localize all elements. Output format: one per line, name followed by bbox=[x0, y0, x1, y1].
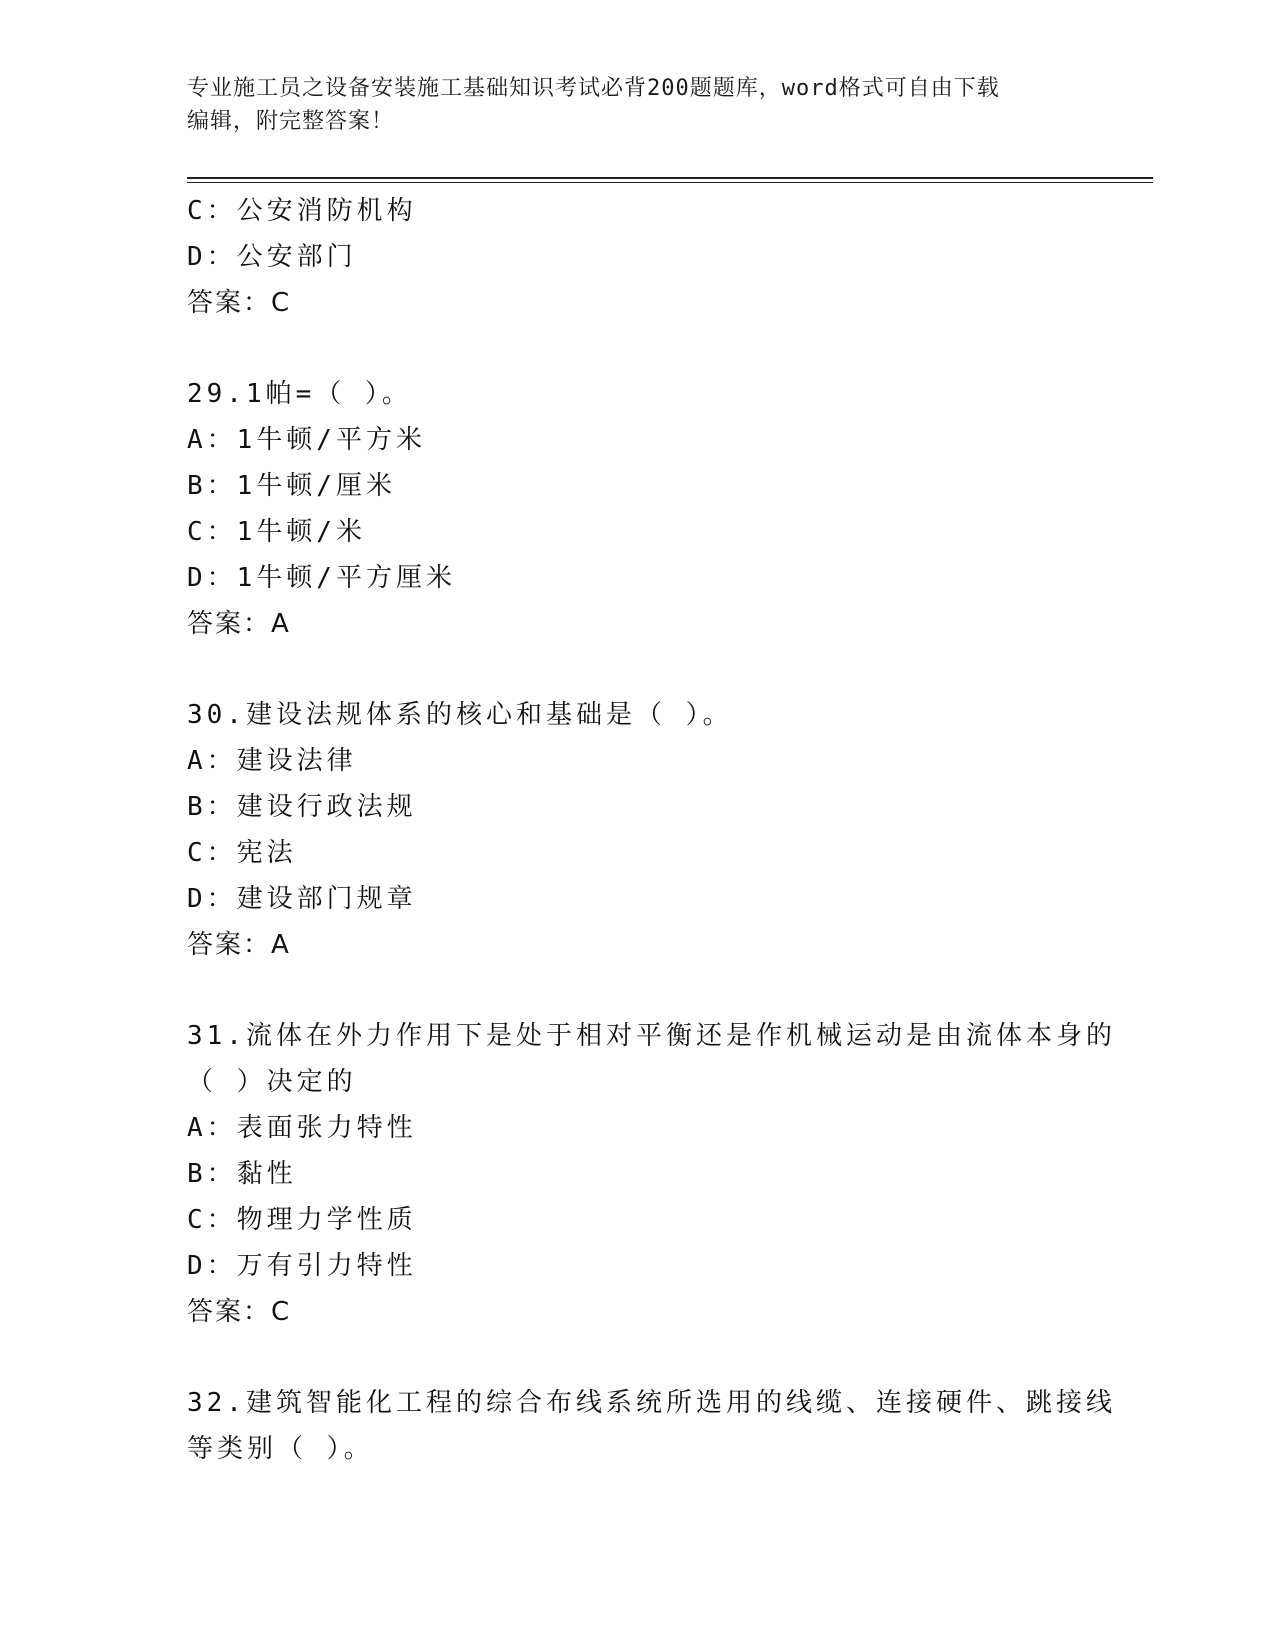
answer-line: 答案：C bbox=[187, 288, 292, 318]
option-c: C：1牛顿/米 bbox=[187, 517, 366, 547]
option-a: A：表面张力特性 bbox=[187, 1113, 417, 1143]
option-c: C：物理力学性质 bbox=[187, 1205, 417, 1235]
question-text: 32.建筑智能化工程的综合布线系统所选用的线缆、连接硬件、跳接线 bbox=[187, 1388, 1116, 1418]
option-d: D：万有引力特性 bbox=[187, 1251, 417, 1281]
answer-line: 答案：A bbox=[187, 609, 291, 639]
question-text: 30.建设法规体系的核心和基础是（ ）。 bbox=[187, 700, 733, 730]
question-fragment bbox=[187, 188, 1087, 326]
question-text: 29.1帕=（ ）。 bbox=[187, 379, 412, 409]
option-d: D：建设部门规章 bbox=[187, 884, 417, 914]
option-c: C：公安消防机构 bbox=[187, 196, 417, 226]
option-b: B：建设行政法规 bbox=[187, 792, 417, 822]
question-31 bbox=[187, 1013, 1116, 1335]
question-text-continued: 等类别（ ）。 bbox=[187, 1434, 374, 1464]
option-b: B：黏性 bbox=[187, 1159, 297, 1189]
header-divider-thick bbox=[187, 177, 1153, 179]
option-a: A：建设法律 bbox=[187, 746, 357, 776]
option-b: B：1牛顿/厘米 bbox=[187, 471, 396, 501]
question-29 bbox=[187, 371, 1087, 647]
option-d: D：公安部门 bbox=[187, 242, 357, 272]
question-text: 31.流体在外力作用下是处于相对平衡还是作机械运动是由流体本身的 bbox=[187, 1021, 1116, 1051]
spacer bbox=[187, 968, 1087, 1013]
header-line-1: 专业施工员之设备安装施工基础知识考试必背200题题库，word格式可自由下载 bbox=[187, 76, 1000, 101]
question-30 bbox=[187, 692, 1087, 968]
document-header bbox=[187, 72, 1077, 138]
option-c: C：宪法 bbox=[187, 838, 297, 868]
spacer bbox=[187, 1335, 1087, 1380]
question-32 bbox=[187, 1380, 1116, 1472]
question-text-continued: （ ）决定的 bbox=[187, 1067, 357, 1097]
header-line-2: 编辑，附完整答案！ bbox=[187, 109, 395, 134]
answer-line: 答案：C bbox=[187, 1297, 292, 1327]
spacer bbox=[187, 647, 1087, 692]
question-list bbox=[187, 188, 1116, 1472]
option-a: A：1牛顿/平方米 bbox=[187, 425, 426, 455]
spacer bbox=[187, 326, 1087, 371]
answer-line: 答案：A bbox=[187, 930, 291, 960]
header-divider-thin bbox=[187, 182, 1153, 183]
option-d: D：1牛顿/平方厘米 bbox=[187, 563, 456, 593]
